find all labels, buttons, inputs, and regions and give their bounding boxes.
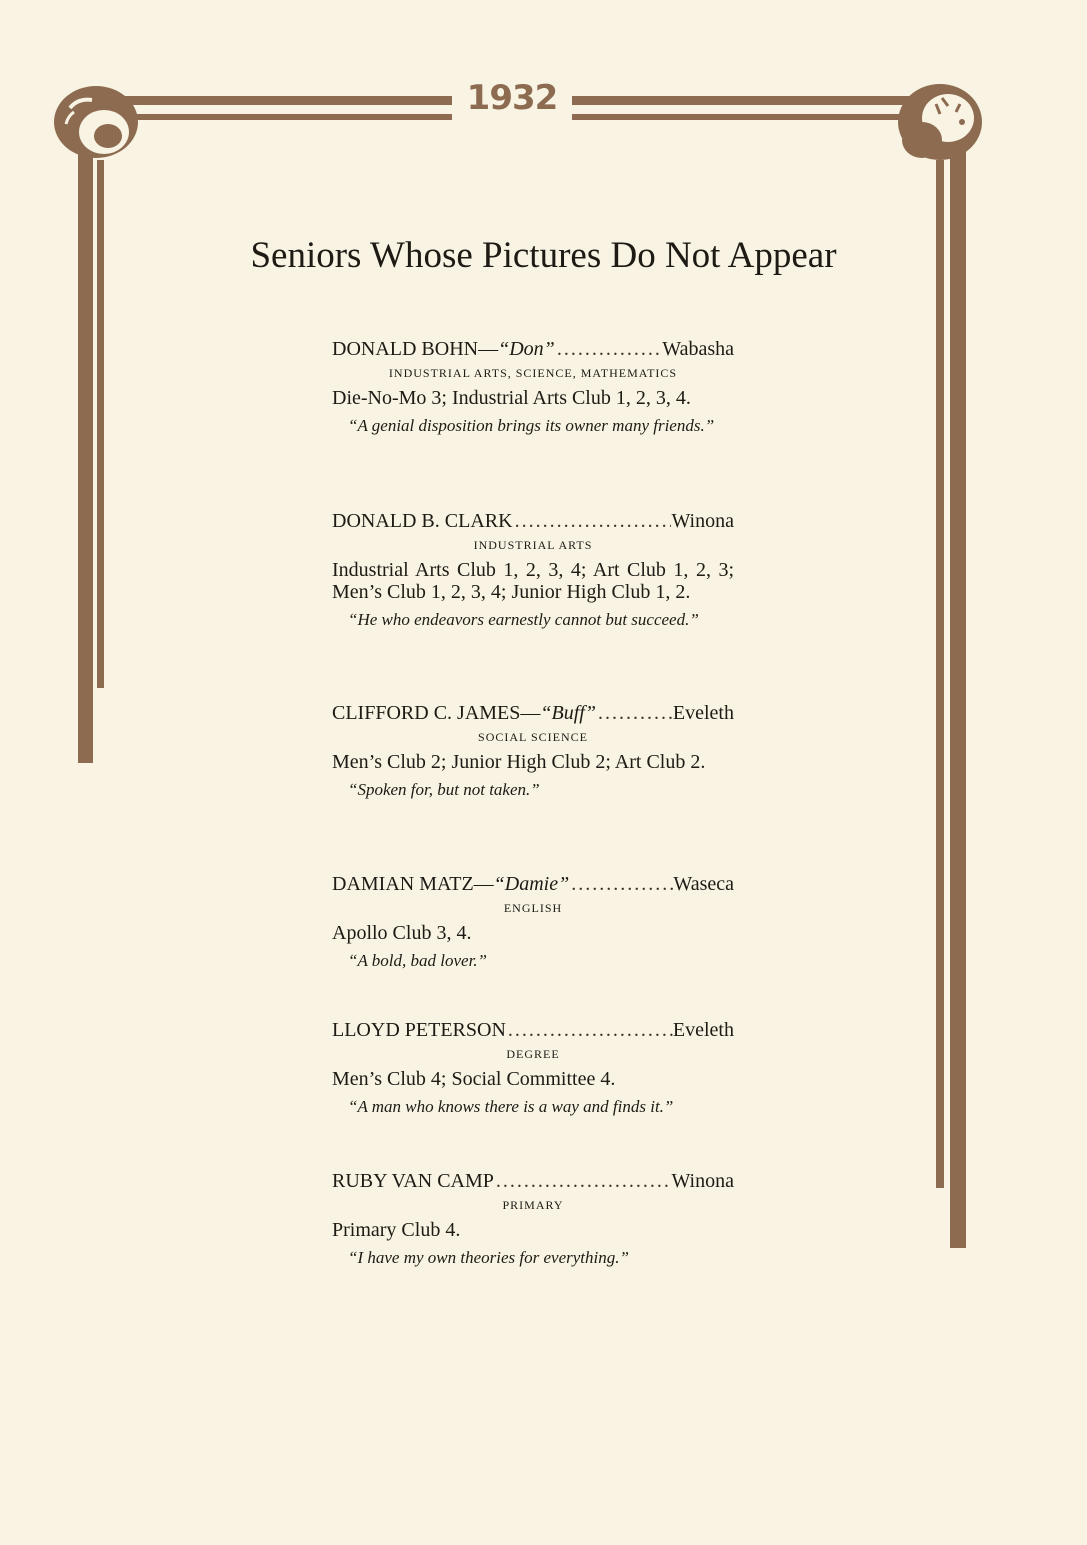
senior-quote: “A man who knows there is a way and finds it.”	[348, 1097, 674, 1116]
senior-activities: Primary Club 4.	[332, 1219, 461, 1241]
right-post-thick	[950, 150, 966, 1248]
senior-hometown: Eveleth	[672, 702, 734, 724]
senior-quote: “He who endeavors earnestly cannot but succeed.”	[348, 610, 699, 629]
name-separator: —	[520, 702, 541, 724]
leader-dots	[555, 336, 662, 362]
leader-dots	[596, 700, 673, 726]
senior-hometown: Winona	[671, 510, 734, 532]
senior-quote: “I have my own theories for everything.”	[348, 1248, 629, 1267]
entry-heading	[332, 1017, 734, 1043]
senior-entry	[332, 1168, 734, 1268]
leader-dots	[569, 871, 673, 897]
senior-quote: “A genial disposition brings its owner many friends.”	[348, 416, 715, 435]
entry-heading	[332, 336, 734, 362]
senior-hometown: Winona	[671, 1170, 734, 1192]
entry-heading	[332, 1168, 734, 1194]
leader-dots	[513, 508, 672, 534]
senior-name: LLOYD PETERSON	[332, 1019, 506, 1041]
senior-name: DONALD B. CLARK	[332, 510, 513, 532]
name-separator: —	[473, 873, 494, 895]
leader-dots	[494, 1168, 672, 1194]
entry-heading	[332, 871, 734, 897]
senior-entry	[332, 700, 734, 800]
right-corner-ornament	[898, 84, 982, 160]
senior-nickname: “Damie”	[493, 873, 570, 895]
name-separator: —	[478, 338, 499, 360]
right-post-thin	[936, 160, 944, 1188]
senior-activities: Men’s Club 2; Junior High Club 2; Art Club 2.	[332, 751, 706, 773]
senior-hometown: Eveleth	[672, 1019, 734, 1041]
entry-heading	[332, 700, 734, 726]
left-corner-ornament	[54, 86, 138, 158]
senior-activities: Men’s Club 4; Social Committee 4.	[332, 1068, 616, 1090]
senior-course: INDUSTRIAL ARTS, SCIENCE, MATHEMATICS	[388, 366, 678, 380]
senior-course: DEGREE	[506, 1047, 560, 1061]
entry-heading	[332, 508, 734, 534]
senior-name: CLIFFORD C. JAMES	[332, 702, 521, 724]
senior-hometown: Wabasha	[662, 338, 734, 360]
senior-entry	[332, 336, 734, 436]
senior-quote: “A bold, bad lover.”	[348, 951, 488, 970]
senior-entry	[332, 508, 734, 630]
senior-name: DONALD BOHN	[332, 338, 479, 360]
senior-quote: “Spoken for, but not taken.”	[348, 780, 540, 799]
senior-course: SOCIAL SCIENCE	[478, 730, 588, 744]
senior-activities: Apollo Club 3, 4.	[332, 922, 472, 944]
senior-course: ENGLISH	[503, 901, 563, 915]
senior-entry	[332, 1017, 734, 1117]
senior-activities: Die-No-Mo 3; Industrial Arts Club 1, 2, 3, 4.	[332, 387, 691, 409]
page-title: Seniors Whose Pictures Do Not Appear	[250, 235, 837, 276]
senior-nickname: “Don”	[498, 338, 555, 360]
leader-dots	[506, 1017, 673, 1043]
senior-hometown: Waseca	[673, 873, 734, 895]
year-mark: 1932	[452, 76, 572, 120]
senior-course: INDUSTRIAL ARTS	[473, 538, 593, 552]
senior-entry	[332, 871, 734, 971]
senior-activities: Industrial Arts Club 1, 2, 3, 4; Art Club 1, 2, 3; Men’s Club 1, 2, 3, 4; Junior High Club 1, 2.	[332, 559, 734, 603]
senior-course: PRIMARY	[502, 1198, 564, 1212]
senior-name: RUBY VAN CAMP	[332, 1170, 494, 1192]
senior-nickname: “Buff”	[540, 702, 596, 724]
senior-name: DAMIAN MATZ	[332, 873, 474, 895]
